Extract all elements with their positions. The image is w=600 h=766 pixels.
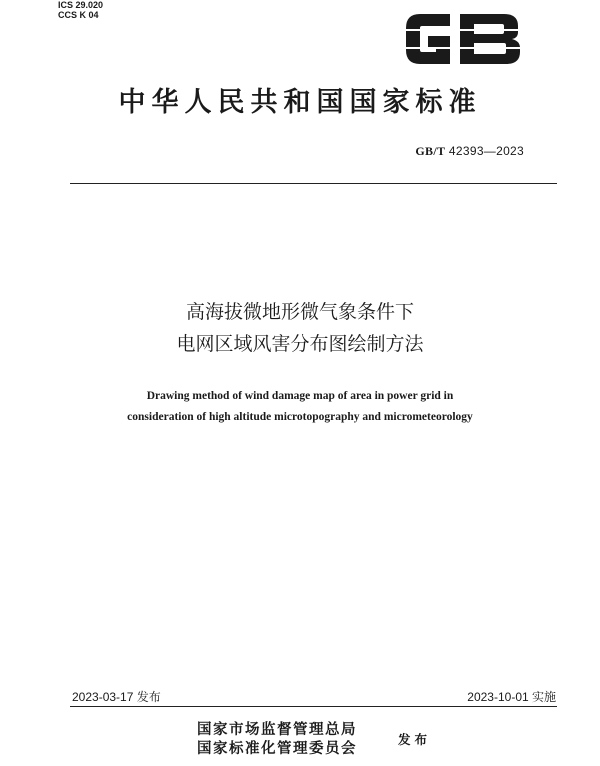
- gb-logo: [400, 8, 526, 70]
- standard-number: [415, 144, 524, 159]
- issue-label: 发布: [398, 732, 432, 747]
- ics-code: ICS 29.020: [58, 0, 104, 10]
- ccs-code: CCS K 04: [58, 10, 99, 20]
- national-standard-heading: 中华人民共和国国家标准: [118, 87, 482, 118]
- english-title: [0, 386, 600, 428]
- chinese-title-line-1: 高海拔微地形微气象条件下: [185, 301, 414, 323]
- publisher-sac: 国家标准化管理委员会: [197, 740, 357, 757]
- standard-code: 42393—2023: [445, 144, 524, 158]
- english-title-line-1: Drawing method of wind damage map of area in power grid in: [146, 390, 454, 402]
- issue-date: 2023-03-17 发布: [72, 690, 161, 704]
- publisher-samr: 国家市场监督管理总局: [197, 721, 357, 738]
- publishers: [197, 720, 357, 758]
- classification-codes: [58, 0, 103, 20]
- standard-prefix: GB/T: [415, 144, 446, 158]
- chinese-title-line-2: 电网区域风害分布图绘制方法: [176, 333, 424, 355]
- english-title-line-2: consideration of high altitude microtopography and micrometeorology: [127, 411, 473, 423]
- implementation-date: 2023-10-01 实施: [467, 690, 556, 704]
- bottom-divider: [70, 706, 557, 707]
- top-divider: [70, 183, 557, 184]
- chinese-title: [0, 296, 600, 360]
